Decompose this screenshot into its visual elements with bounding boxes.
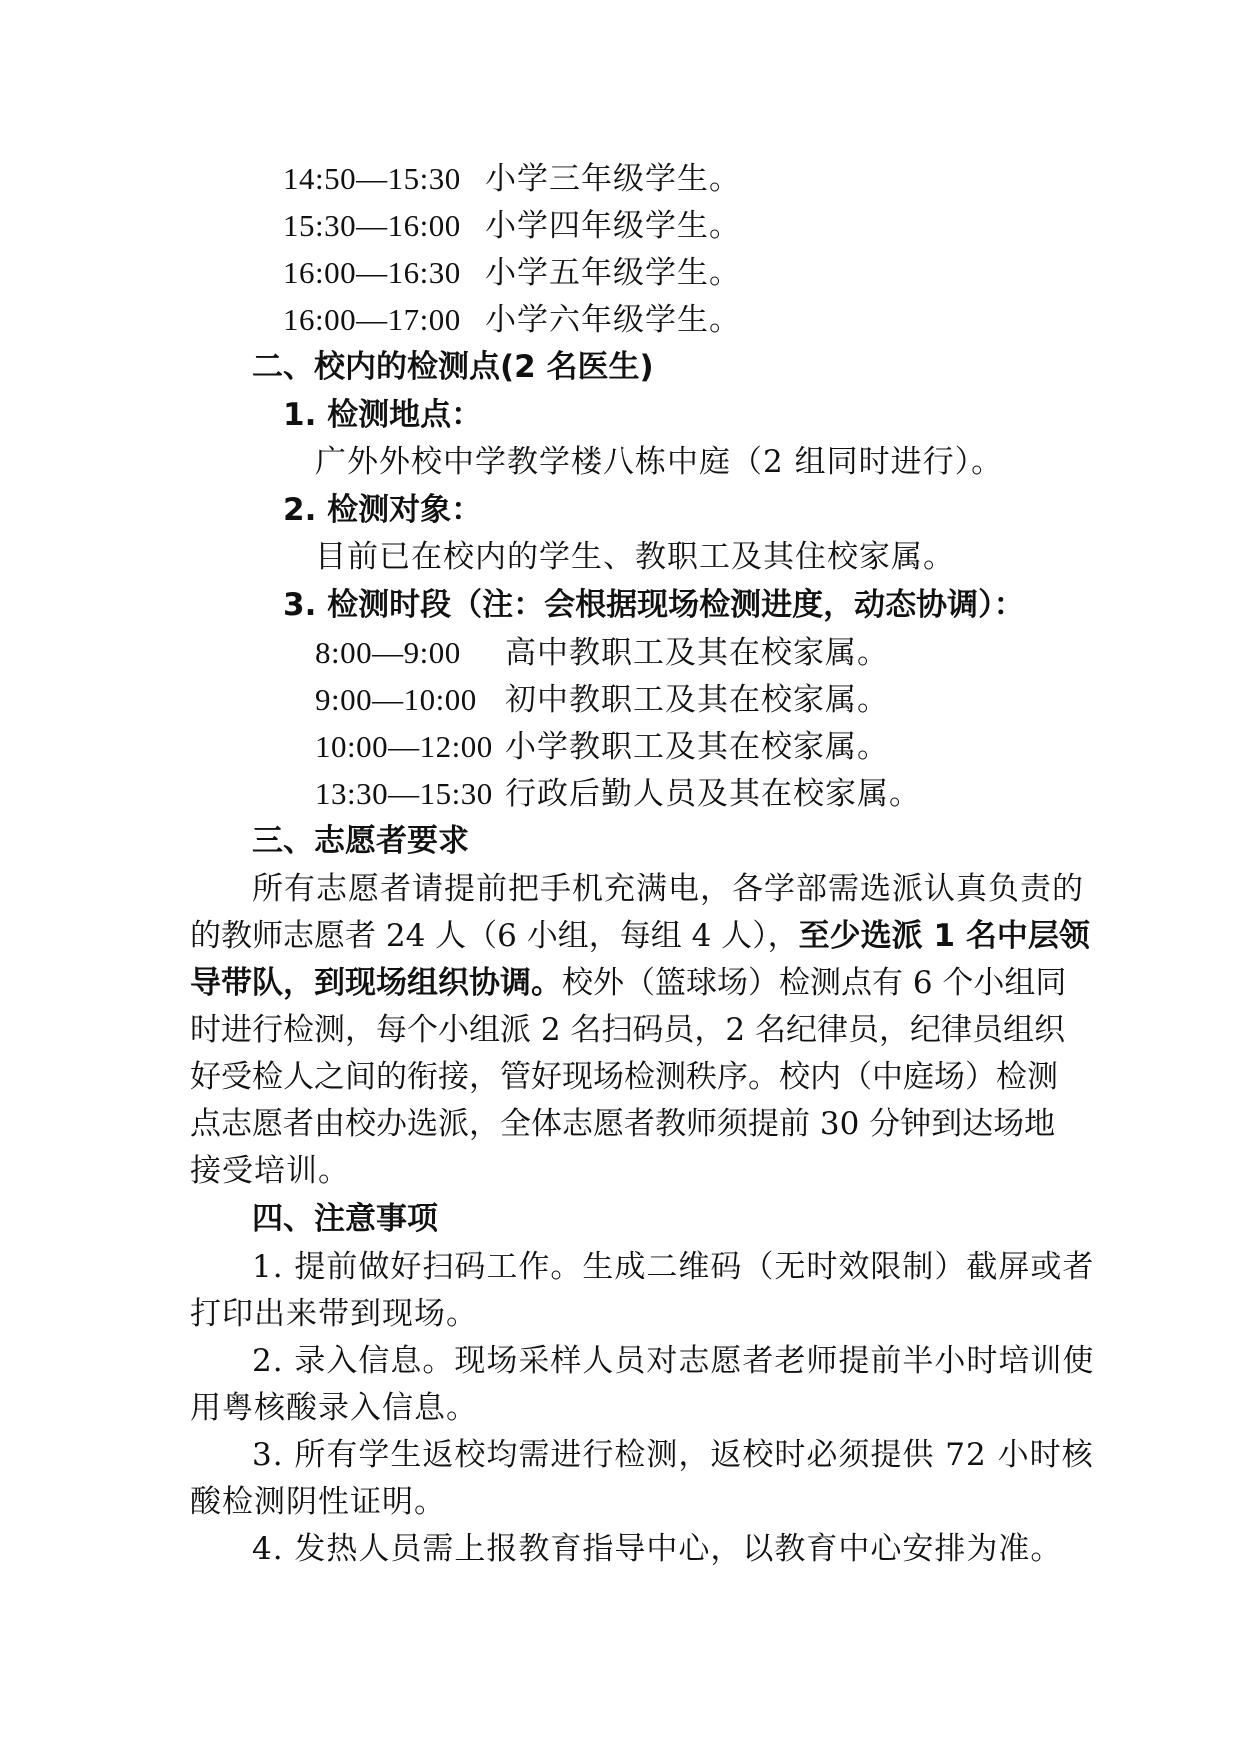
- section3-paragraph-line: 点志愿者由校办选派，全体志愿者教师须提前 30 分钟到达场地: [190, 1106, 1056, 1142]
- schedule-row: [315, 637, 889, 669]
- schedule-time: 14:50—15:30: [283, 161, 461, 196]
- section2-item3-label: 3. 检测时段（注：会根据现场检测进度，动态协调）：: [283, 587, 1025, 623]
- schedule-desc: 小学六年级学生。: [485, 302, 741, 338]
- section2-item2-text: 目前已在校内的学生、教职工及其住校家属。: [315, 539, 955, 575]
- schedule-time: 16:00—16:30: [283, 255, 461, 290]
- schedule-desc: 小学四年级学生。: [485, 208, 741, 244]
- section4-item-line: 2. 录入信息。现场采样人员对志愿者老师提前半小时培训使: [252, 1343, 1095, 1379]
- section4-item-line: 用粤核酸录入信息。: [190, 1390, 478, 1426]
- section3-paragraph-line: 所有志愿者请提前把手机充满电，各学部需选派认真负责的: [252, 871, 1084, 907]
- section3-line3-normal: 校外（篮球场）检测点有 6 个小组同: [562, 965, 1067, 1001]
- section3-paragraph-line: 接受培训。: [190, 1153, 350, 1189]
- section3-line2-bold: 至少选派 1 名中层领: [798, 918, 1090, 954]
- schedule-time: 13:30—15:30: [315, 776, 493, 811]
- schedule-row: [315, 778, 921, 810]
- schedule-desc: 行政后勤人员及其在校家属。: [505, 776, 921, 812]
- schedule-time: 10:00—12:00: [315, 729, 493, 764]
- section3-line2-normal: 的教师志愿者 24 人（6 小组，每组 4 人），: [190, 918, 799, 954]
- schedule-row: [283, 257, 741, 289]
- section4-item-line: 打印出来带到现场。: [190, 1296, 478, 1332]
- schedule-desc: 高中教职工及其在校家属。: [505, 635, 889, 671]
- schedule-row: [283, 304, 741, 336]
- schedule-desc: 小学三年级学生。: [485, 161, 741, 197]
- section4-item-line: 4. 发热人员需上报教育指导中心，以教育中心安排为准。: [252, 1531, 1063, 1567]
- schedule-desc: 小学教职工及其在校家属。: [505, 729, 889, 765]
- section3-paragraph-line: [190, 918, 1090, 954]
- schedule-row: [283, 210, 741, 242]
- schedule-time: 15:30—16:00: [283, 208, 461, 243]
- section3-line3-bold: 导带队，到现场组织协调。: [190, 965, 562, 1001]
- section3-paragraph-line: 好受检人之间的衔接，管好现场检测秩序。校内（中庭场）检测: [190, 1059, 1058, 1095]
- section2-heading: 二、校内的检测点(2 名医生): [252, 349, 654, 385]
- schedule-time: 9:00—10:00: [315, 682, 477, 717]
- schedule-time: 16:00—17:00: [283, 302, 461, 337]
- schedule-row: [315, 684, 889, 716]
- schedule-time: 8:00—9:00: [315, 635, 461, 670]
- section3-paragraph-line: 时进行检测，每个小组派 2 名扫码员，2 名纪律员，纪律员组织: [190, 1012, 1066, 1048]
- section2-item2-label: 2. 检测对象：: [283, 492, 483, 528]
- section4-item-line: 3. 所有学生返校均需进行检测，返校时必须提供 72 小时核: [252, 1437, 1094, 1473]
- section2-item1-text: 广外外校中学教学楼八栋中庭（2 组同时进行）。: [315, 444, 1004, 480]
- schedule-desc: 小学五年级学生。: [485, 255, 741, 291]
- section3-heading: 三、志愿者要求: [252, 823, 469, 859]
- section4-item-line: 酸检测阴性证明。: [190, 1484, 446, 1520]
- section4-item-line: 1. 提前做好扫码工作。生成二维码（无时效限制）截屏或者: [252, 1249, 1095, 1285]
- schedule-row: [283, 163, 741, 195]
- section3-paragraph-line: [190, 965, 1067, 1001]
- schedule-row: [315, 731, 889, 763]
- section2-item1-label: 1. 检测地点：: [283, 397, 483, 433]
- schedule-desc: 初中教职工及其在校家属。: [505, 682, 889, 718]
- section4-heading: 四、注意事项: [252, 1201, 438, 1237]
